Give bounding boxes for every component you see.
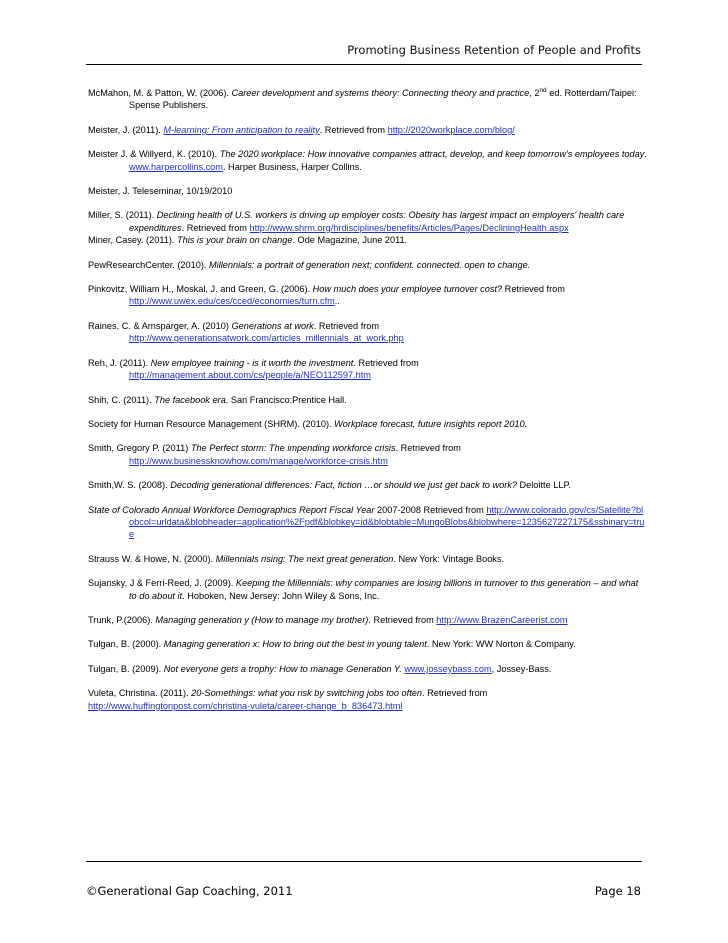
ref-title: Generations at work — [231, 320, 314, 331]
page-number: Page 18 — [594, 884, 641, 898]
ref-authors: Reh, J. (2011). — [88, 357, 151, 368]
ref-authors: McMahon, M. & Patton, W. (2006). — [88, 88, 232, 98]
ref-text: . Retrieved from — [313, 320, 380, 331]
ref-title: Workplace forecast, future insights report 2010. — [334, 418, 528, 429]
ref-link[interactable]: http://2020workplace.com/blog/ — [387, 124, 515, 135]
header-rule — [86, 64, 642, 65]
reference-entry — [88, 577, 648, 602]
ref-authors: Meister, J. (2011). — [88, 124, 164, 135]
ref-authors: Tulgan, B. (2000). — [88, 639, 164, 650]
ref-authors: Society for Human Resource Management (SHRM). (2010). — [88, 418, 335, 429]
ref-authors: Sujansky, J & Ferri-Reed, J. (2009). — [88, 578, 236, 589]
ref-authors: Smith,W. S. (2008). — [88, 480, 171, 491]
ref-title: How much does your employee turnover cost? — [312, 284, 503, 295]
ref-text: . Ode Magazine, June 2011. — [292, 235, 408, 246]
reference-entry — [88, 185, 648, 197]
ref-title: The Perfect storm: The impending workforce crisis — [190, 443, 396, 454]
ref-title-link[interactable]: M-learning: From anticipation to reality — [163, 124, 320, 135]
ref-title: State of Colorado Annual Workforce Demographics Report Fiscal Year — [88, 504, 375, 515]
ref-text: .. — [334, 296, 340, 307]
reference-entry — [88, 209, 648, 234]
ref-publisher: ed. Rotterdam/Taipei: Spense Publishers. — [129, 88, 637, 111]
reference-entry — [88, 148, 648, 173]
ref-text: . Retrieved from — [319, 124, 388, 135]
ref-publisher: , Jossey-Bass. — [491, 663, 552, 674]
ref-text: . San Francisco:Prentice Hall. — [225, 394, 347, 405]
reference-entry — [88, 663, 648, 675]
reference-entry — [88, 504, 648, 541]
ref-authors: Pinkovitz, William H., Moskal, J. and Green, G. (2006). — [88, 284, 313, 295]
ref-authors: Trunk, P.(2006). — [88, 614, 156, 625]
ref-authors: Miller, S. (2011). — [88, 210, 157, 221]
ref-text: . Retrieved from — [421, 688, 488, 699]
ref-text: . — [644, 149, 647, 160]
ref-link[interactable]: http://www.BrazenCareerist.com — [436, 614, 568, 625]
ref-link[interactable]: http://www.generationsatwork.com/articles_millennials_at_work.php — [129, 333, 404, 344]
ref-superscript: nd — [539, 86, 547, 94]
ref-title: Millennials: a portrait of generation next; confident. connected. open to change. — [209, 259, 531, 270]
ref-title: Millennials rising: The next great generation — [215, 553, 394, 564]
ref-authors: Raines, C. & Arnsparger, A. (2010) — [88, 320, 232, 331]
ref-authors: Strauss W. & Howe, N. (2000). — [88, 553, 216, 564]
ref-link[interactable]: www.harpercollins.com — [129, 161, 223, 172]
ref-link[interactable]: http://www.uwex.edu/ces/cced/economies/turn.cfm — [129, 296, 335, 307]
ref-publisher: . Harper Business, Harper Collins. — [222, 161, 362, 172]
ref-link[interactable]: http://www.huffingtonpost.com/christina-vuleta/career-change_b_836473.html — [88, 700, 403, 711]
ref-title: New employee training - is it worth the investment — [150, 357, 354, 368]
ref-link[interactable]: http://management.about.com/cs/people/a/NEO112597.htm — [129, 370, 371, 381]
ref-link[interactable]: http://www.shrm.org/hrdisciplines/benefits/Articles/Pages/DecliningHealth.aspx — [249, 222, 569, 233]
ref-text: Deloitte LLP. — [516, 480, 571, 491]
ref-text: . New York: WW Norton & Company. — [426, 639, 576, 650]
ref-text: . Retrieved from — [181, 222, 250, 233]
reference-entry — [88, 638, 648, 650]
reference-entry — [88, 687, 648, 712]
ref-title: The 2020 workplace: How innovative companies attract, develop, and keep tomorrow's employees today — [219, 149, 645, 160]
ref-text: 2007-2008 Retrieved from — [374, 504, 487, 515]
ref-title: Not everyone gets a trophy: How to manage Generation Y. — [163, 663, 402, 674]
reference-entry — [88, 442, 648, 467]
reference-entry — [88, 553, 648, 565]
ref-title: This is your brain on change — [177, 235, 293, 246]
reference-entry — [88, 283, 648, 308]
ref-link[interactable]: www.josseybass.com — [404, 663, 492, 674]
reference-entry — [88, 479, 648, 491]
reference-entry — [88, 259, 648, 271]
ref-text: . Hoboken, New Jersey: John Wiley & Sons, Inc. — [182, 590, 380, 601]
ref-authors: Vuleta, Christina. (2011). — [88, 688, 192, 699]
ref-authors: Meister J. & Willyerd, K. (2010). — [88, 149, 220, 160]
ref-text: , 2 — [529, 88, 540, 98]
ref-authors: Meister, J. Teleseminar, 10/19/2010 — [88, 186, 233, 197]
footer-copyright: ©Generational Gap Coaching, 2011 — [86, 884, 293, 898]
ref-text: . New York: Vintage Books. — [393, 553, 505, 564]
ref-title: The facebook era — [154, 394, 226, 405]
reference-entry — [88, 320, 648, 345]
reference-entry — [88, 418, 648, 430]
ref-title: Decoding generational differences: Fact, fiction …or should we just get back to work? — [170, 480, 517, 491]
ref-authors: Smith, Gregory P. (2011) — [88, 443, 191, 454]
ref-text: . Retrieved from — [395, 443, 461, 454]
ref-text: . Retrieved from — [353, 357, 419, 368]
ref-title: Keeping the Millennials: why companies are losing billions in turnover to this generation – and what to do about it — [129, 578, 639, 601]
reference-entry — [88, 614, 648, 626]
ref-title: Managing generation x: How to bring out the best in young talent — [163, 639, 427, 650]
footer-rule — [86, 861, 642, 862]
reference-entry — [88, 87, 648, 112]
ref-authors: Shih, C. (2011). — [88, 394, 155, 405]
reference-entry — [88, 394, 648, 406]
ref-title: Managing generation y (How to manage my brother) — [155, 614, 369, 625]
ref-text: Retrieved from — [502, 284, 565, 295]
running-header: Promoting Business Retention of People and Profits — [347, 43, 641, 57]
reference-list — [88, 87, 648, 724]
ref-link[interactable]: http://www.businessknowhow.com/manage/workforce-crisis.htm — [129, 455, 388, 466]
ref-link[interactable]: http://www.colorado.gov/cs/Satellite?blobcol=urldata&blobheader=application%2Fpdf&blobkey=id&blobtable=MungoBlobs&blobwhere=1235627227175&ssbinary=true — [129, 504, 645, 540]
ref-authors: PewResearchCenter. (2010). — [88, 259, 210, 270]
ref-title: 20-Somethings: what you risk by switching jobs too often — [191, 688, 422, 699]
ref-authors: Tulgan, B. (2009). — [88, 663, 164, 674]
ref-text: . Retrieved from — [368, 614, 437, 625]
ref-title: Declining health of U.S. workers is driving up employer costs: Obesity has largest impact on employers' health care expenditures — [129, 210, 625, 233]
reference-entry — [88, 234, 648, 246]
ref-authors: Miner, Casey. (2011). — [88, 235, 178, 246]
ref-title: Career development and systems theory: Connecting theory and practice — [231, 88, 530, 98]
reference-entry — [88, 357, 648, 382]
reference-entry — [88, 124, 648, 136]
